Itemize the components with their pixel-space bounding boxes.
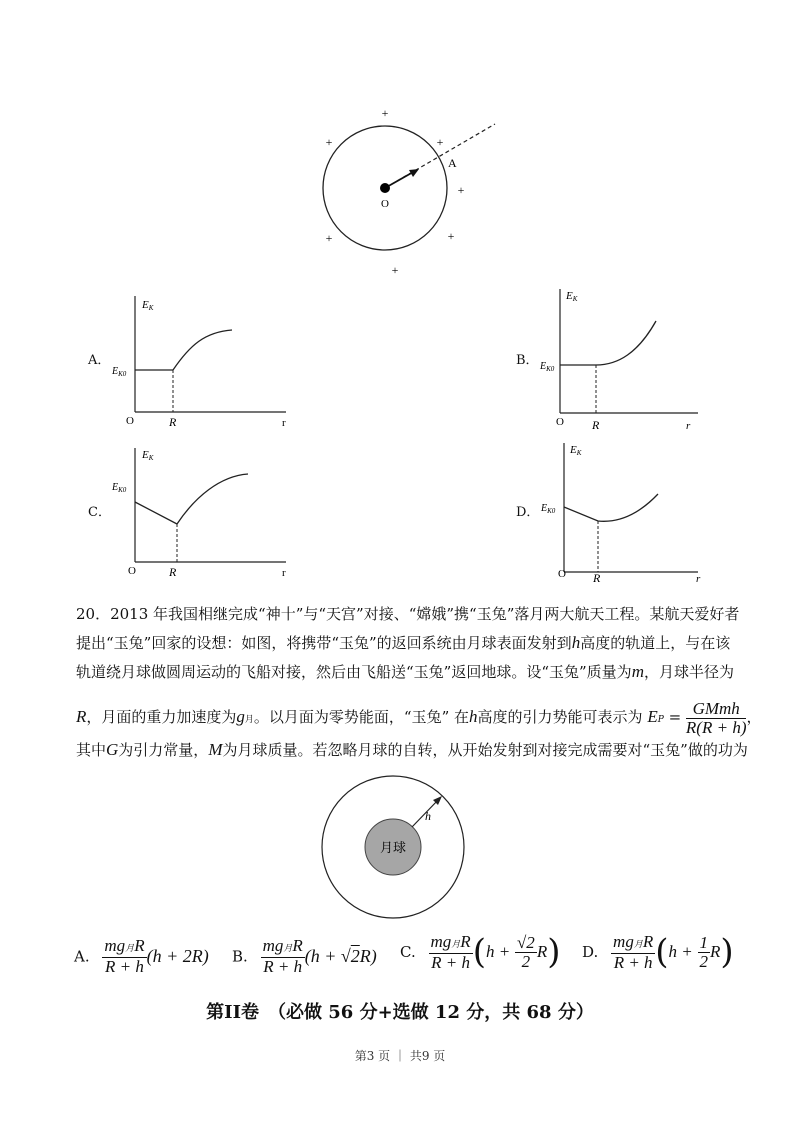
moon-label: 月球 [379, 841, 407, 856]
curve-b [560, 321, 656, 365]
svg-text:r: r [686, 420, 691, 432]
h-label: h [425, 809, 431, 823]
svg-text:EK: EK [142, 299, 154, 312]
svg-text:EK0: $E_{K0}$ [112, 482, 127, 494]
curve-c [135, 474, 248, 524]
charge-7: + [391, 263, 399, 277]
graph-a [110, 290, 300, 430]
q20-line-4: R，月面的重力加速度为g月。以月面为零势能面，“玉兔” 在h高度的引力势能可表示为 EP = $\frac{\text{GMmh}}{R(R + h)}$ ， [76, 698, 762, 737]
charge-2: + [325, 135, 333, 149]
svg-text:EK: EK [142, 449, 154, 462]
section-title: 第II卷 （必做 56 分+选做 12 分，共 68 分） [206, 1002, 594, 1023]
option-letter-d: D． [516, 505, 540, 520]
answer-b[interactable]: B. $\frac{\text{mg月R}}{R + h}$ (h + √2R) [232, 936, 377, 976]
svg-text:R: R [593, 571, 601, 585]
charge-5: + [325, 231, 333, 245]
svg-text:R: R [169, 565, 177, 579]
graph-b [538, 283, 708, 433]
svg-text:R: R [169, 415, 177, 429]
svg-text:r: r [696, 573, 701, 585]
charge-4: + [457, 183, 465, 197]
charge-3: + [436, 135, 444, 149]
svg-text:r: r [282, 417, 286, 429]
svg-text:EK: EK [570, 444, 582, 457]
field-figure [300, 95, 510, 285]
graph-c [110, 442, 300, 582]
answer-d[interactable]: D. $\frac{\text{mg月R}}{R + h}$ (h + $\frac{1}{2}$ R) [582, 931, 734, 972]
option-letter-b: B． [516, 353, 539, 368]
q20-line-3: 轨道绕月球做圆周运动的飞船对接，然后由飞船送“玉兔”返回地球。设“玉兔”质量为m，月球半径为 [76, 662, 734, 681]
svg-text:O: O [126, 415, 134, 427]
svg-text:r: r [282, 567, 286, 579]
svg-text:R: R [592, 418, 600, 432]
moon-figure [315, 775, 475, 930]
point-label: A [448, 156, 457, 170]
answer-a[interactable]: A. $\frac{\text{mg月R}}{R + h}$ (h + 2R) [74, 936, 209, 976]
svg-text:EK0: $E_{K0}$ [112, 366, 127, 378]
option-letter-c: C． [88, 505, 111, 520]
ep-fraction: $\frac{\text{GMmh}}{R(R + h)}$ [685, 698, 747, 737]
svg-text:EK0: $E_{K0}$ [540, 361, 555, 373]
charge-6: + [447, 229, 455, 243]
q20-line-1: 20．2013 年我国相继完成“神十”与“天宫”对接、“嫦娥”携“玉兔”落月两大航天工程。某航天爱好者 [76, 605, 740, 623]
answer-c[interactable]: C. $\frac{\text{mg月R}}{R + h}$ (h + $\frac{√2}{2}$ R) [400, 931, 561, 972]
center-point [380, 183, 390, 193]
center-label: O [381, 198, 389, 210]
svg-text:EK0: $E_{K0}$ [541, 503, 556, 515]
q20-line-2: 提出“玉兔”回家的设想：如图，将携带“玉兔”的返回系统由月球表面发射到h高度的轨道上，与在该 [76, 633, 731, 652]
svg-text:EK: EK [566, 290, 578, 303]
svg-text:O: O [556, 416, 564, 428]
charge-1: + [381, 106, 389, 120]
curve-d [564, 494, 658, 521]
curve-a [135, 330, 232, 370]
svg-text:O: O [558, 568, 566, 580]
q20-line-5: 其中G为引力常量，M为月球质量。若忽略月球的自转，从开始发射到对接完成需要对“玉兔”做的功为 [76, 740, 748, 759]
arrow-shaft [385, 171, 415, 188]
svg-text:O: O [128, 565, 136, 577]
graph-d [538, 437, 708, 587]
page-footer: 第3 页 ｜ 共9 页 [354, 1049, 446, 1063]
option-letter-a: A． [88, 353, 111, 368]
